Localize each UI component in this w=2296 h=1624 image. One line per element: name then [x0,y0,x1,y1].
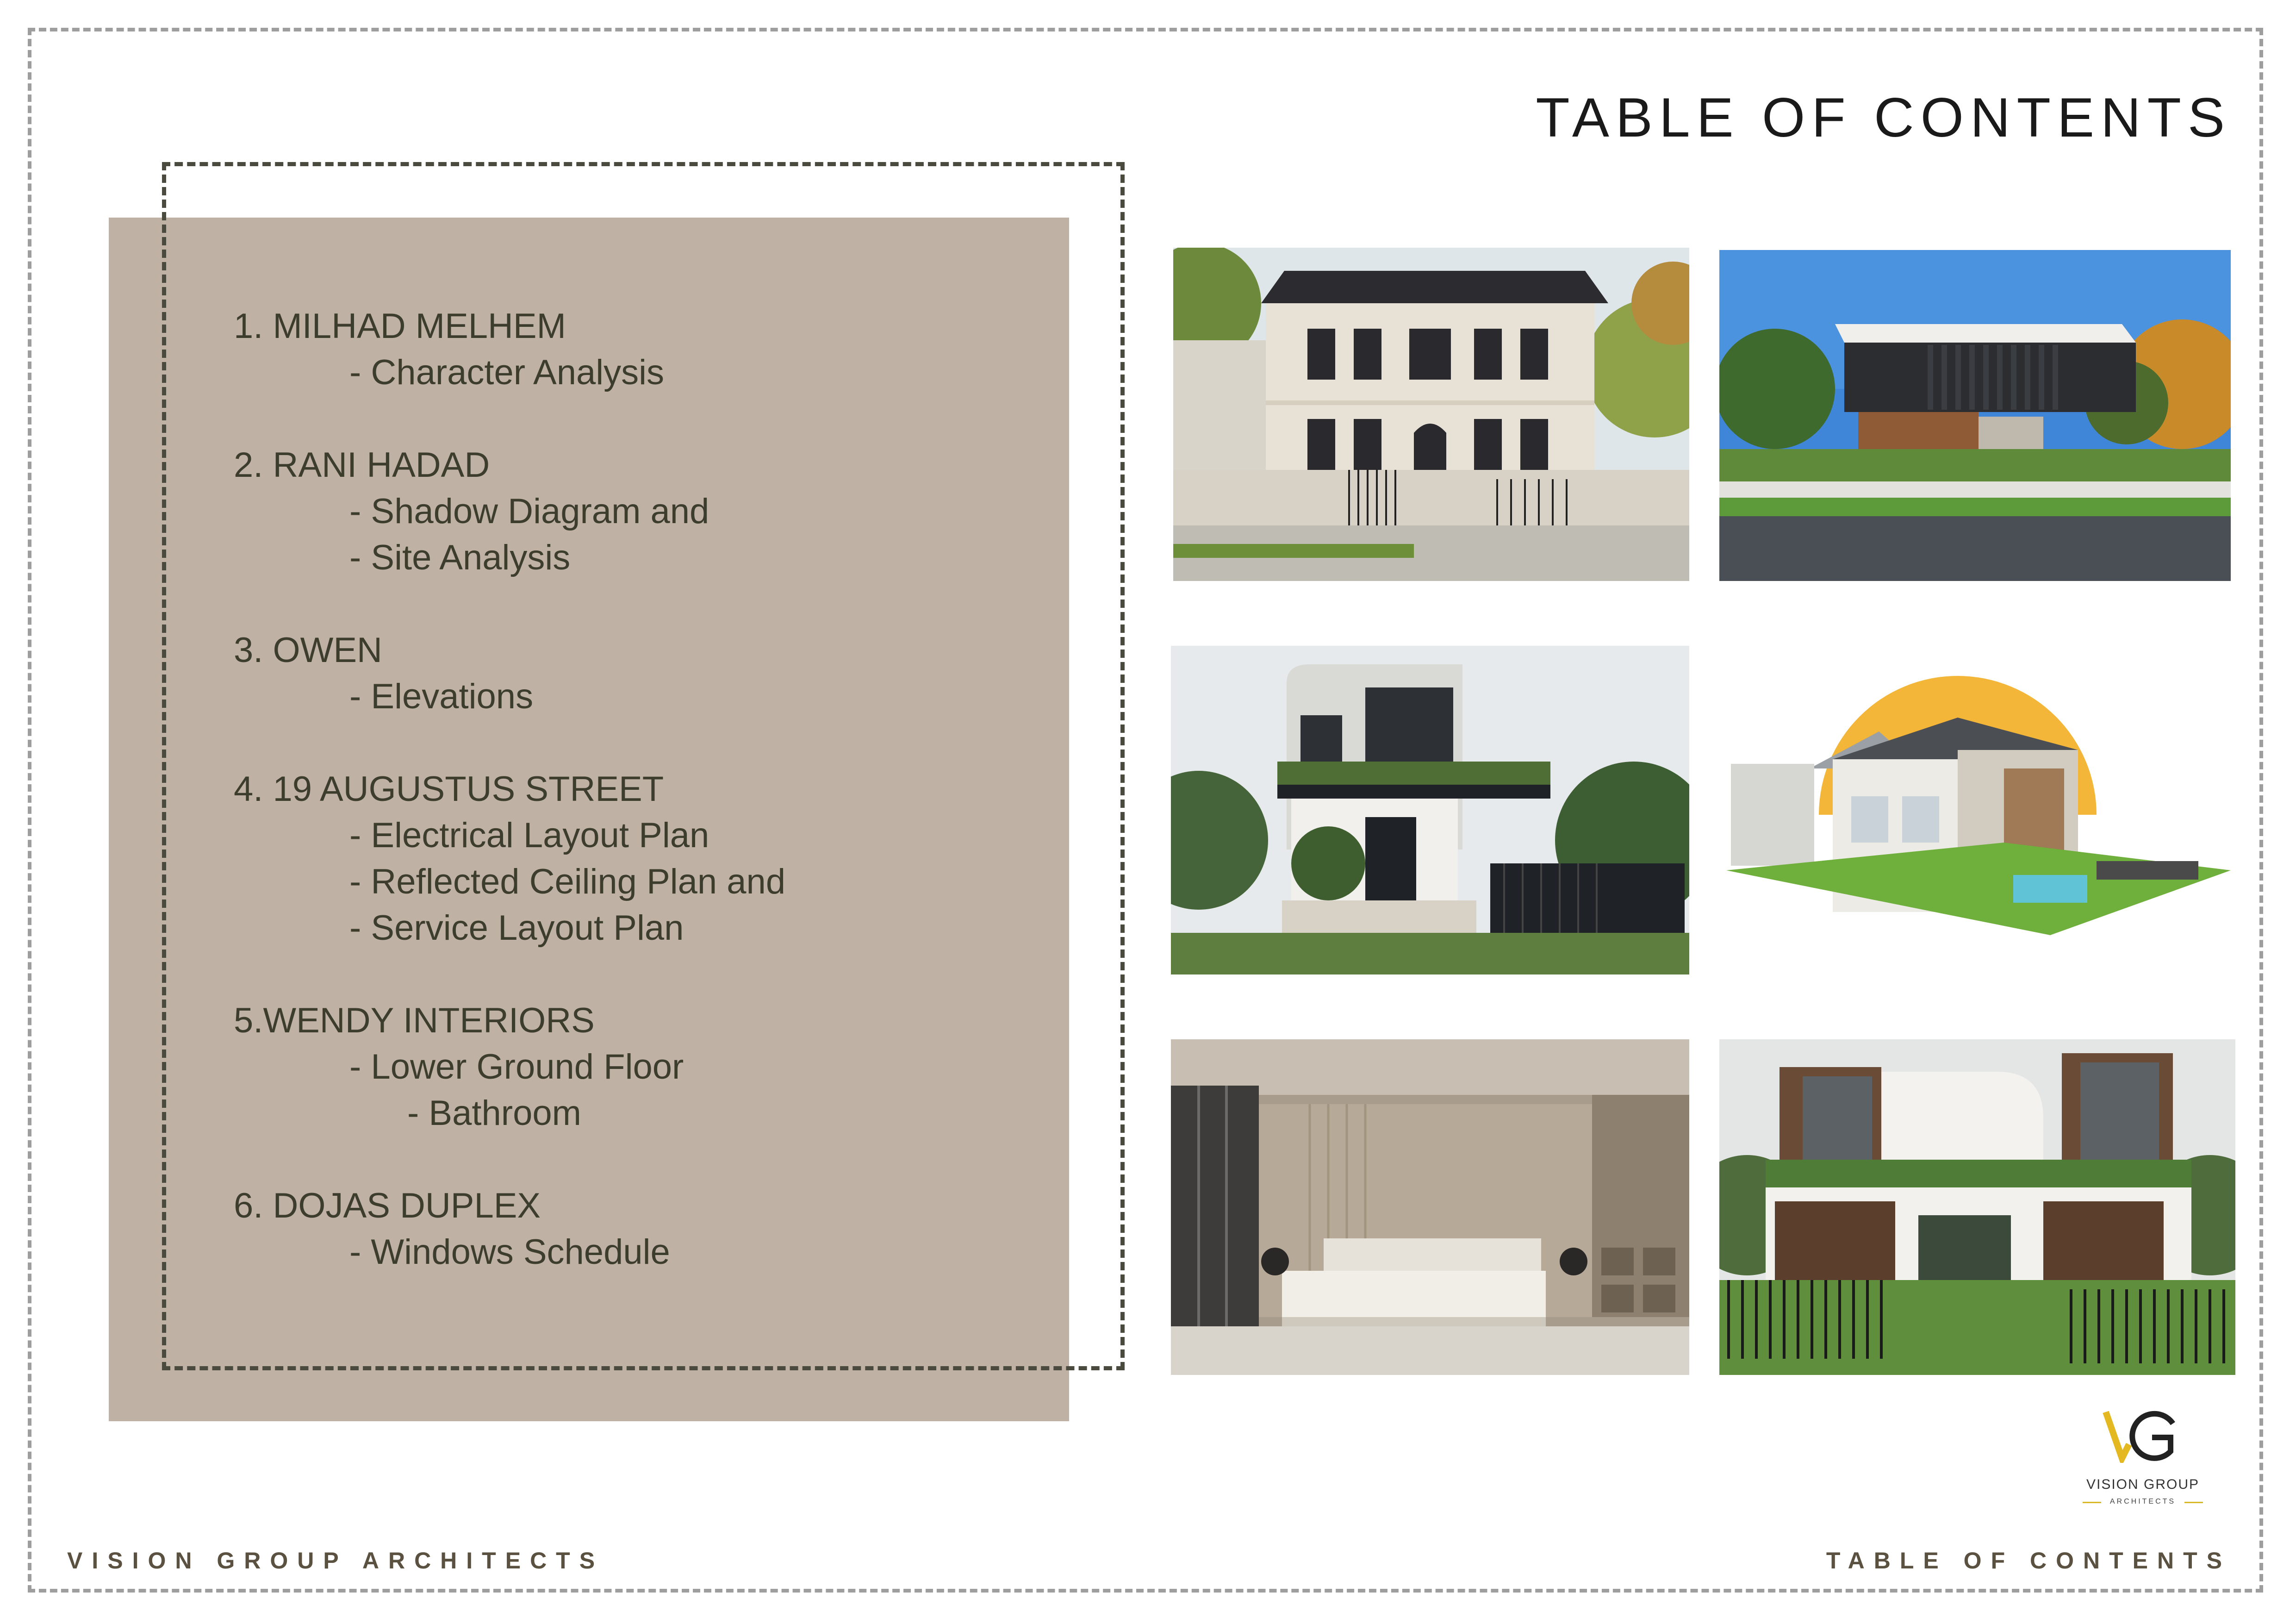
toc-heading: 3. OWEN [234,631,382,670]
toc-item-6 [234,1183,785,1275]
table-of-contents [234,303,785,1275]
vg-logo-mark [2101,1407,2180,1463]
page-title: TABLE OF CONTENTS [1536,87,2231,149]
toc-item-5 [234,998,785,1137]
toc-subitem: - Bathroom [407,1093,581,1133]
footer-section-title: TABLE OF CONTENTS [1826,1548,2231,1574]
toc-item-2 [234,442,785,581]
footer-company-name: VISION GROUP ARCHITECTS [67,1548,604,1574]
toc-subitem: - Service Layout Plan [349,908,684,948]
vision-group-logo [2073,1407,2212,1518]
toc-heading: 6. DOJAS DUPLEX [234,1186,541,1225]
logo-divider-right [2184,1502,2203,1503]
white-modern-house-planters-photo [1171,646,1689,974]
toc-item-4 [234,766,785,951]
toc-item-3 [234,627,785,720]
duplex-facade-photo [1719,1039,2235,1375]
toc-heading: 5.WENDY INTERIORS [234,1001,595,1040]
toc-subitem: - Electrical Layout Plan [349,816,709,855]
modern-dark-house-photo [1719,250,2231,581]
3d-house-sun-diagram [1726,676,2231,944]
toc-item-1 [234,303,785,396]
toc-heading: 2. RANI HADAD [234,445,490,485]
bedroom-interior-photo [1171,1039,1689,1375]
toc-subitem: - Windows Schedule [349,1232,670,1272]
toc-subitem: - Site Analysis [349,538,571,577]
toc-subitem: - Elevations [349,677,534,716]
classic-facade-house-photo [1173,248,1689,581]
toc-heading: 1. MILHAD MELHEM [234,306,566,346]
logo-name: VISION GROUP [2086,1477,2200,1492]
toc-subitem: - Character Analysis [349,353,665,392]
toc-subitem: - Reflected Ceiling Plan and [349,862,786,901]
toc-heading: 4. 19 AUGUSTUS STREET [234,769,664,809]
toc-subitem: - Shadow Diagram and [349,492,709,531]
logo-subtitle: ARCHITECTS [2109,1498,2176,1505]
toc-subitem: - Lower Ground Floor [349,1047,684,1087]
